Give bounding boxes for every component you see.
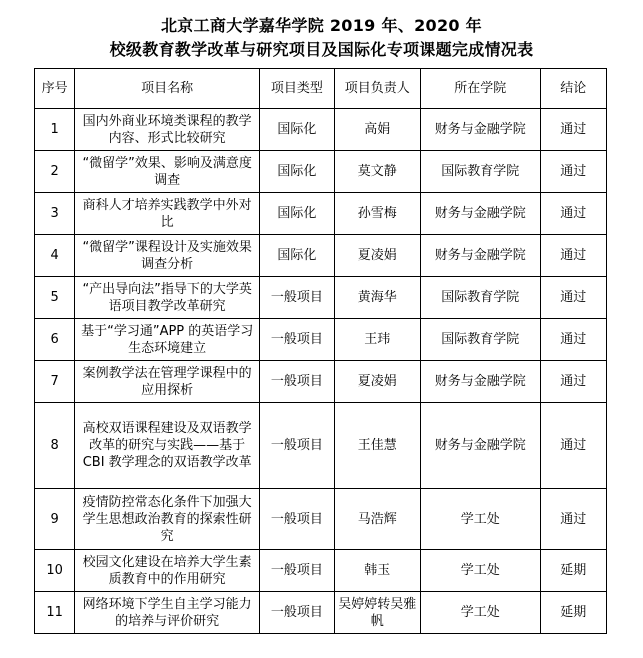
cell-result: 通过	[540, 403, 606, 489]
cell-no: 4	[35, 235, 75, 277]
cell-lead: 王玮	[334, 319, 420, 361]
cell-result: 通过	[540, 277, 606, 319]
cell-lead: 马浩辉	[334, 489, 420, 550]
header-college: 所在学院	[421, 69, 541, 109]
cell-result: 通过	[540, 319, 606, 361]
cell-no: 7	[35, 361, 75, 403]
cell-type: 国际化	[260, 151, 334, 193]
cell-result: 延期	[540, 550, 606, 592]
cell-name: 案例教学法在管理学课程中的应用探析	[75, 361, 260, 403]
cell-lead: 高娟	[334, 109, 420, 151]
cell-lead: 夏凌娟	[334, 235, 420, 277]
cell-name: “微留学”效果、影响及满意度调查	[75, 151, 260, 193]
table-row	[35, 403, 607, 489]
cell-no: 3	[35, 193, 75, 235]
cell-no: 9	[35, 489, 75, 550]
cell-type: 国际化	[260, 193, 334, 235]
table-row	[35, 550, 607, 592]
cell-lead: 韩玉	[334, 550, 420, 592]
cell-no: 11	[35, 592, 75, 634]
document-title	[0, 0, 643, 62]
cell-name: “微留学”课程设计及实施效果调查分析	[75, 235, 260, 277]
title-line-2: 校级教育教学改革与研究项目及国际化专项课题完成情况表	[109, 40, 534, 59]
cell-result: 延期	[540, 592, 606, 634]
cell-name: 基于“学习通”APP 的英语学习生态环境建立	[75, 319, 260, 361]
cell-college: 国际教育学院	[421, 151, 541, 193]
cell-no: 5	[35, 277, 75, 319]
cell-lead: 莫文静	[334, 151, 420, 193]
cell-no: 6	[35, 319, 75, 361]
cell-college: 国际教育学院	[421, 277, 541, 319]
table-row	[35, 361, 607, 403]
header-result: 结论	[540, 69, 606, 109]
header-type: 项目类型	[260, 69, 334, 109]
table-row	[35, 489, 607, 550]
cell-type: 一般项目	[260, 592, 334, 634]
cell-type: 一般项目	[260, 361, 334, 403]
cell-no: 1	[35, 109, 75, 151]
cell-college: 财务与金融学院	[421, 361, 541, 403]
cell-college: 财务与金融学院	[421, 235, 541, 277]
cell-type: 国际化	[260, 109, 334, 151]
cell-type: 国际化	[260, 235, 334, 277]
cell-college: 学工处	[421, 592, 541, 634]
cell-type: 一般项目	[260, 319, 334, 361]
cell-name: “产出导向法”指导下的大学英语项目教学改革研究	[75, 277, 260, 319]
cell-lead: 夏凌娟	[334, 361, 420, 403]
header-lead: 项目负责人	[334, 69, 420, 109]
table-row	[35, 193, 607, 235]
cell-type: 一般项目	[260, 403, 334, 489]
cell-result: 通过	[540, 235, 606, 277]
table-row	[35, 151, 607, 193]
table-row	[35, 319, 607, 361]
cell-type: 一般项目	[260, 550, 334, 592]
project-results-table	[34, 68, 607, 634]
cell-name: 疫情防控常态化条件下加强大学生思想政治教育的探索性研究	[75, 489, 260, 550]
cell-lead: 孙雪梅	[334, 193, 420, 235]
header-name: 项目名称	[75, 69, 260, 109]
table-row	[35, 592, 607, 634]
cell-no: 10	[35, 550, 75, 592]
cell-result: 通过	[540, 193, 606, 235]
cell-result: 通过	[540, 489, 606, 550]
table-row	[35, 277, 607, 319]
title-line-1: 北京工商大学嘉华学院 2019 年、2020 年	[161, 16, 482, 35]
cell-name: 网络环境下学生自主学习能力的培养与评价研究	[75, 592, 260, 634]
cell-result: 通过	[540, 151, 606, 193]
cell-college: 国际教育学院	[421, 319, 541, 361]
cell-name: 国内外商业环境类课程的教学内容、形式比较研究	[75, 109, 260, 151]
cell-type: 一般项目	[260, 489, 334, 550]
table-header-row	[35, 69, 607, 109]
cell-college: 学工处	[421, 550, 541, 592]
cell-name: 高校双语课程建设及双语教学改革的研究与实践——基于 CBI 教学理念的双语教学改革	[75, 403, 260, 489]
cell-college: 财务与金融学院	[421, 403, 541, 489]
cell-lead: 吴婷婷转吴雅帆	[334, 592, 420, 634]
cell-college: 财务与金融学院	[421, 193, 541, 235]
cell-result: 通过	[540, 109, 606, 151]
cell-lead: 黄海华	[334, 277, 420, 319]
cell-college: 学工处	[421, 489, 541, 550]
table-row	[35, 109, 607, 151]
header-no: 序号	[35, 69, 75, 109]
cell-type: 一般项目	[260, 277, 334, 319]
cell-college: 财务与金融学院	[421, 109, 541, 151]
table-row	[35, 235, 607, 277]
cell-result: 通过	[540, 361, 606, 403]
cell-no: 2	[35, 151, 75, 193]
cell-name: 商科人才培养实践教学中外对比	[75, 193, 260, 235]
cell-no: 8	[35, 403, 75, 489]
cell-lead: 王佳慧	[334, 403, 420, 489]
cell-name: 校园文化建设在培养大学生素质教育中的作用研究	[75, 550, 260, 592]
